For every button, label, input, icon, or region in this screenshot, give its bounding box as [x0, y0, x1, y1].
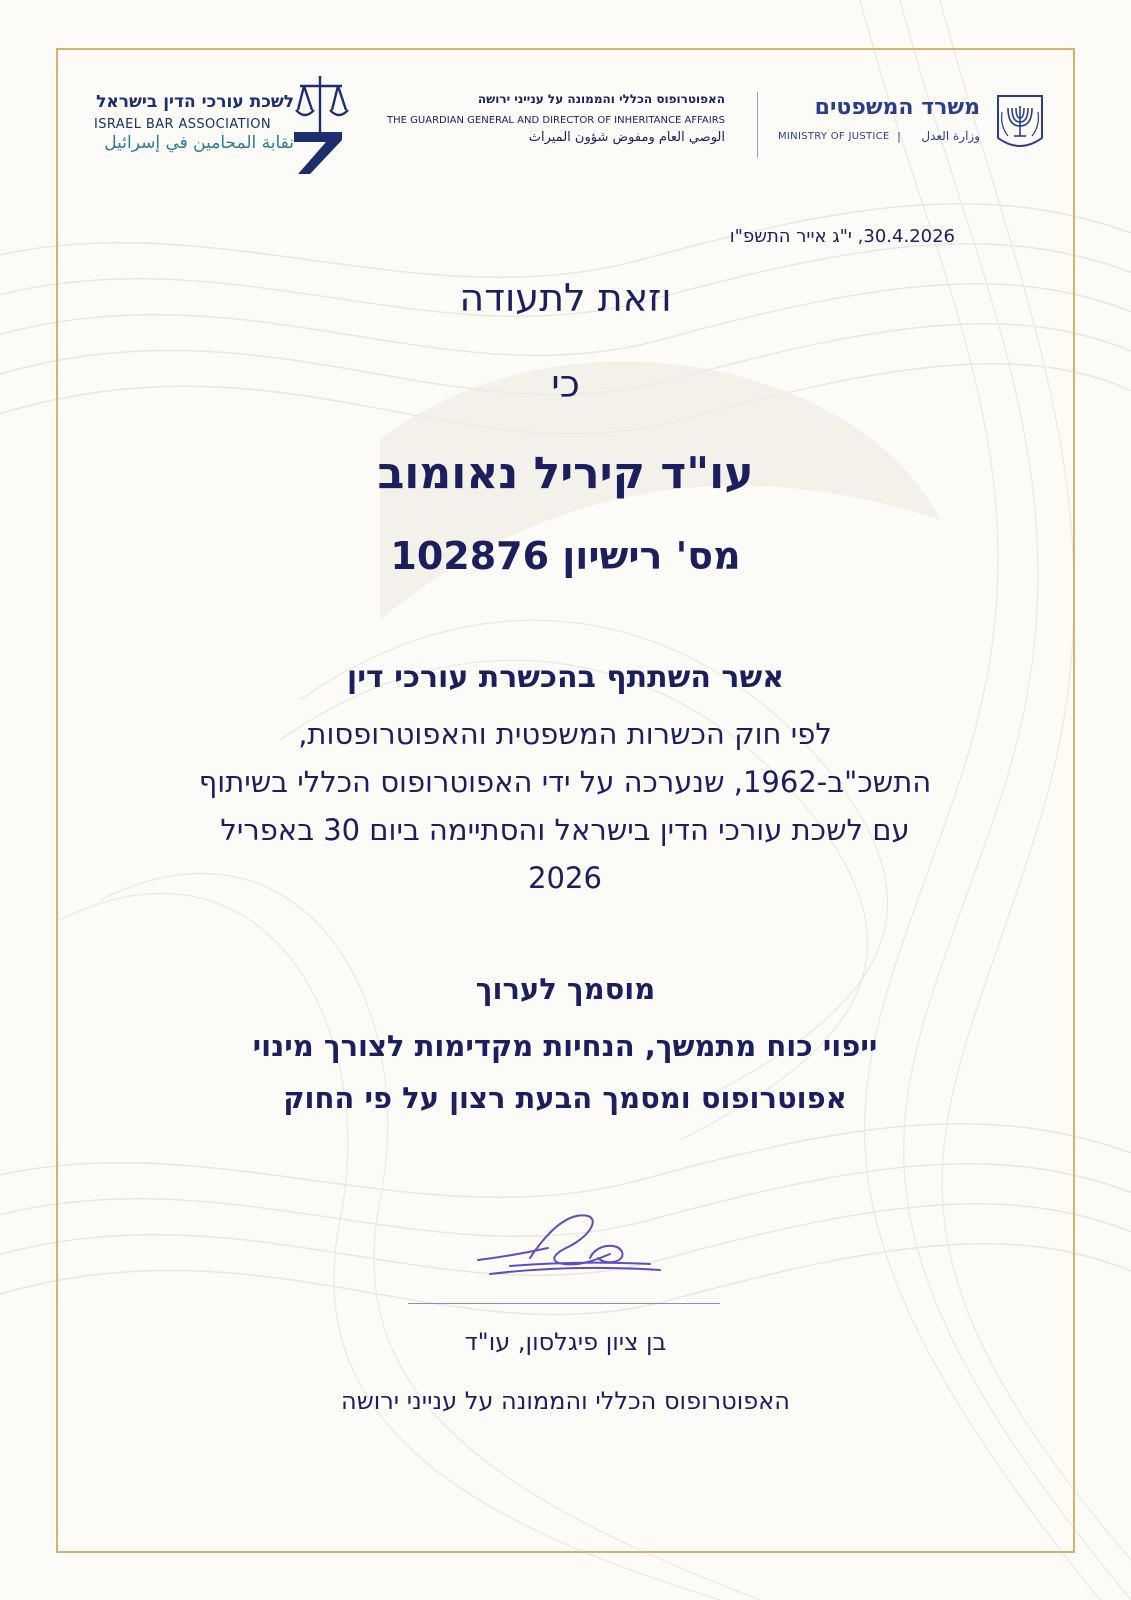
menorah-emblem-icon	[994, 92, 1046, 156]
signatory-title: האפוטרופוס הכללי והממונה על ענייני ירושה	[341, 1387, 790, 1415]
authorization-scope: ייפוי כוח מתמשך, הנחיות מקדימות לצורך מינוי אפוטרופוס ומסמך הבעת רצון על פי החוק	[252, 1029, 878, 1115]
certificate-title: וזאת לתעודה	[459, 276, 672, 320]
issue-date: 30.4.2026, י"ג אייר התשפ"ו	[729, 226, 955, 247]
ministry-name-separator: |	[897, 130, 901, 143]
license-number: 102876	[390, 534, 550, 578]
bar-association-name-english: ISRAEL BAR ASSOCIATION	[94, 117, 272, 132]
ministry-name-hebrew: משרד המשפטים	[814, 95, 980, 120]
signature-line	[408, 1303, 720, 1304]
handwritten-signature	[470, 1208, 670, 1288]
signatory-name: בן ציון פיגלסון, עו"ד	[464, 1328, 667, 1356]
training-description: לפי חוק הכשרות המשפטית והאפוטרופסות, התשכ"ב-1962, שנערכה על ידי האפוטרופוס הכללי בשיתוף עם לשכת עורכי הדין בישראל והסתיימה ביום 30 באפריל 2026	[198, 717, 932, 895]
certificate-conjunction: כי	[551, 362, 580, 406]
ministry-name-arabic: وزارة العدل	[921, 129, 980, 143]
recipient-name: עו"ד קיריל נאומוב	[377, 448, 754, 499]
header-divider	[757, 92, 758, 158]
guardian-general-name-hebrew: האפוטרופוס הכללי והממונה על ענייני ירושה	[477, 92, 725, 106]
bar-association-name-arabic: نقابة المحامين في إسرائيل	[104, 133, 294, 153]
authorization-heading: מוסמך לערוך	[475, 972, 656, 1006]
bar-association-name-hebrew: לשכת עורכי הדין בישראל	[96, 92, 294, 112]
license-label: מס' רישיון	[562, 534, 741, 578]
ministry-name-english: MINISTRY OF JUSTICE	[778, 131, 890, 142]
guardian-general-name-english: THE GUARDIAN GENERAL AND DIRECTOR OF INHERITANCE AFFAIRS	[387, 115, 725, 126]
license-line	[150, 534, 981, 578]
bar-association-scales-logo-icon	[290, 70, 354, 180]
guardian-general-name-arabic: الوصي العام ومفوض شؤون الميراث	[528, 130, 725, 145]
training-heading: אשר השתתף בהכשרת עורכי דין	[346, 660, 785, 695]
